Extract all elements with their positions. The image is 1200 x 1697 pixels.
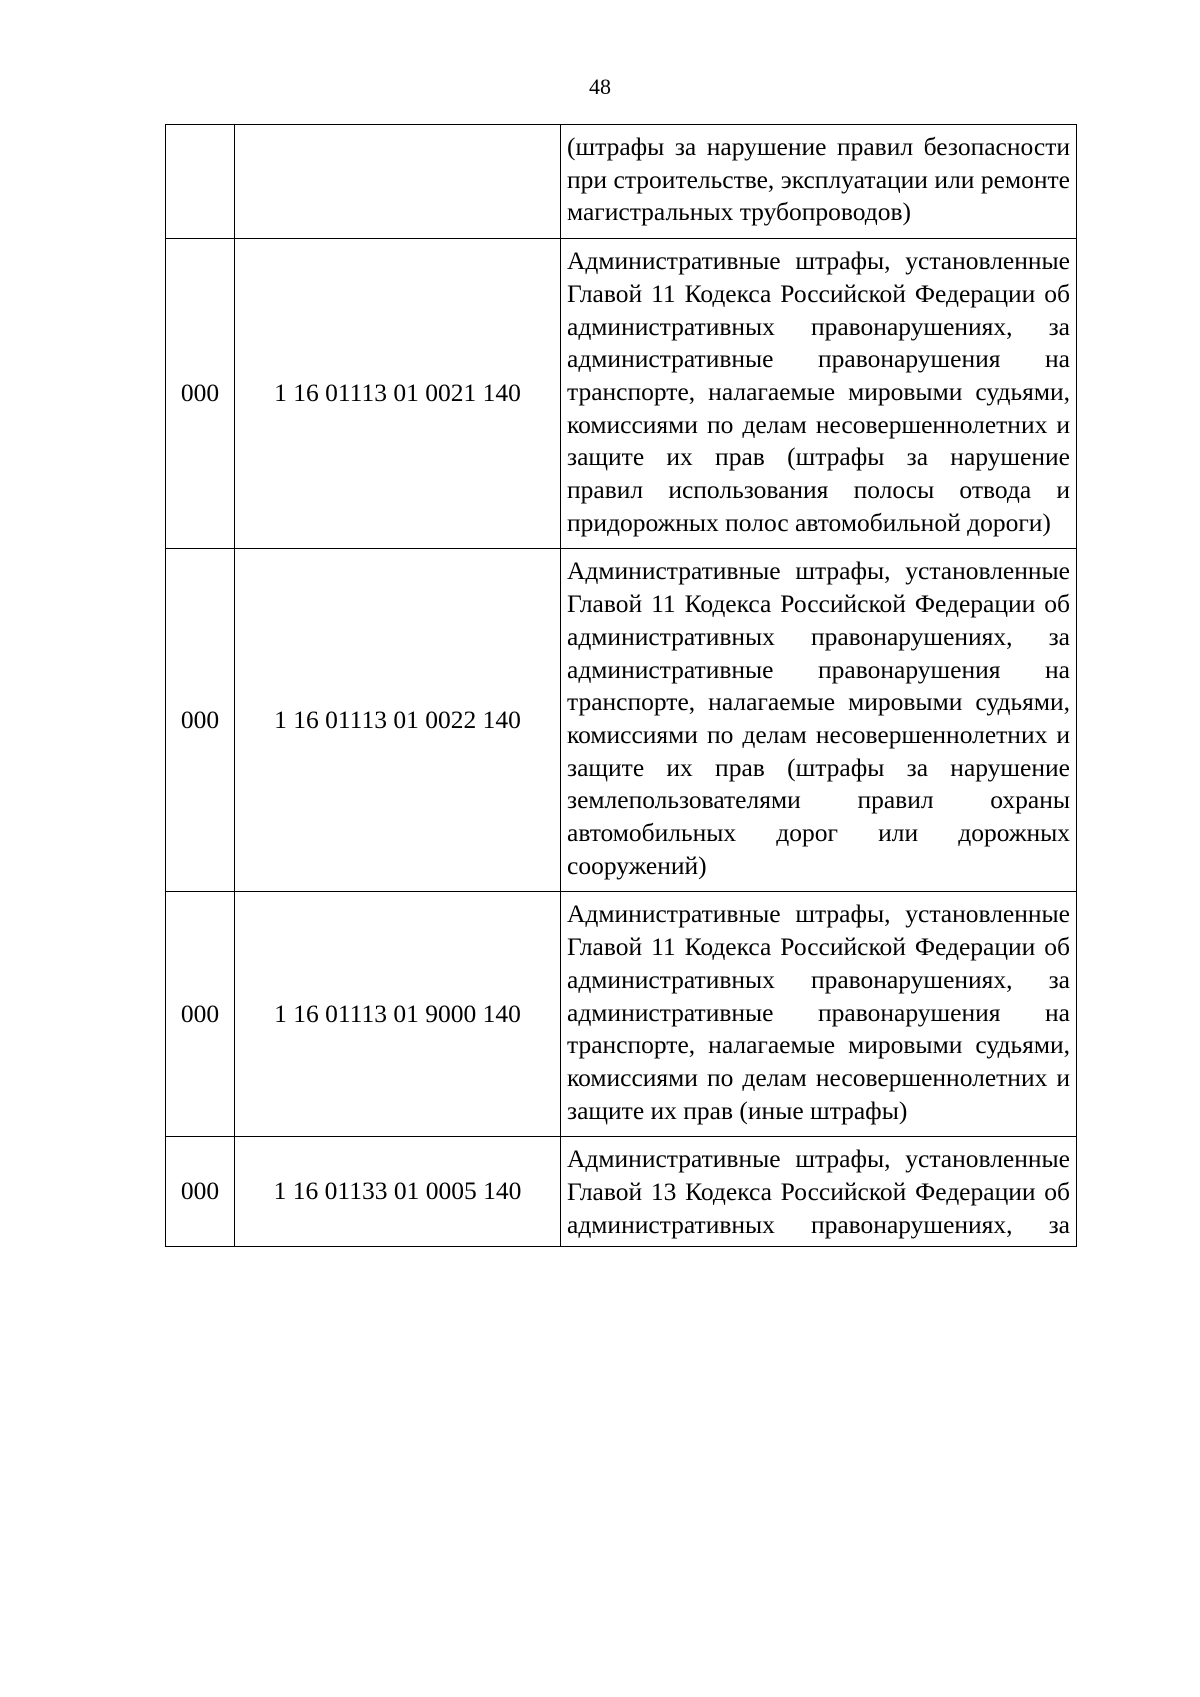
revenue-name-cell: Административные штрафы, установленные Главой 11 Кодекса Российской Федерации об административных правонарушениях, за административные правонарушения на транспорте, налагаемые мировыми судьями, комиссиями по делам несовершеннолетних и защите их прав (штрафы за нарушение землепользователями правил охраны автомобильных дорог или дорожных сооружений)	[561, 549, 1077, 892]
admin-code-cell: 000	[166, 892, 235, 1137]
table-row	[166, 125, 1077, 239]
table-row	[166, 1137, 1077, 1246]
budget-code-cell: 1 16 01113 01 0021 140	[235, 239, 561, 549]
budget-code-cell: 1 16 01133 01 0005 140	[235, 1137, 561, 1246]
table-row	[166, 239, 1077, 549]
admin-code-cell: 000	[166, 239, 235, 549]
page-number: 48	[589, 74, 611, 99]
table-row	[166, 549, 1077, 892]
budget-code-cell	[235, 125, 561, 239]
revenue-name-cell: Административные штрафы, установленные Главой 13 Кодекса Российской Федерации об административных правонарушениях, за	[561, 1137, 1077, 1246]
admin-code-cell: 000	[166, 1137, 235, 1246]
table-row	[166, 892, 1077, 1137]
admin-code-cell	[166, 125, 235, 239]
budget-classification-table	[165, 124, 1077, 1247]
budget-code-cell: 1 16 01113 01 0022 140	[235, 549, 561, 892]
budget-code-cell: 1 16 01113 01 9000 140	[235, 892, 561, 1137]
revenue-name-cell: Административные штрафы, установленные Главой 11 Кодекса Российской Федерации об административных правонарушениях, за административные правонарушения на транспорте, налагаемые мировыми судьями, комиссиями по делам несовершеннолетних и защите их прав (штрафы за нарушение правил использования полосы отвода и придорожных полос автомобильной дороги)	[561, 239, 1077, 549]
revenue-name-cell: Административные штрафы, установленные Главой 11 Кодекса Российской Федерации об административных правонарушениях, за административные правонарушения на транспорте, налагаемые мировыми судьями, комиссиями по делам несовершеннолетних и защите их прав (иные штрафы)	[561, 892, 1077, 1137]
admin-code-cell: 000	[166, 549, 235, 892]
revenue-name-cell: (штрафы за нарушение правил безопасности при строительстве, эксплуатации или ремонте магистральных трубопроводов)	[561, 125, 1077, 239]
